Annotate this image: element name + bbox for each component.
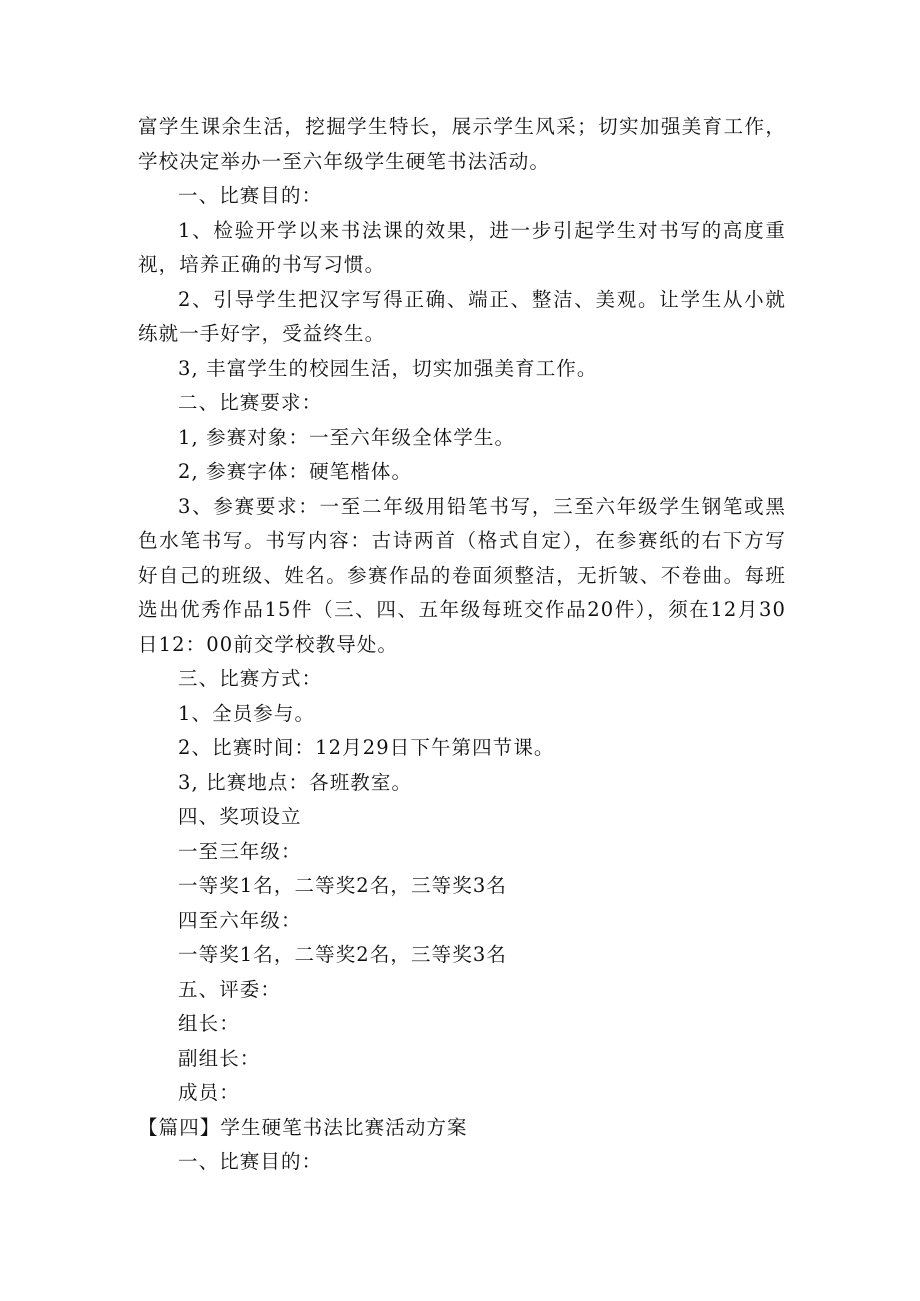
intro-paragraph: 富学生课余生活，挖掘学生特长，展示学生风采；切实加强美育工作，学校决定举办一至六年级学生硬笔书法活动。 (138, 115, 786, 173)
section-heading-purpose-2: 一、比赛目的： (178, 1150, 323, 1173)
awards-group-1-label: 一至三年级： (178, 839, 302, 863)
format-item-3: 3, 比赛地点：各班教室。 (178, 770, 413, 794)
awards-group-2-label: 四至六年级： (178, 908, 302, 932)
judges-leader: 组长： (178, 1012, 240, 1035)
requirement-item-1: 1, 参赛对象：一至六年级全体学生。 (178, 425, 516, 449)
purpose-item-3: 3, 丰富学生的校园生活，切实加强美育工作。 (178, 356, 598, 380)
section-heading-awards: 四、奖项设立 (178, 805, 302, 828)
format-item-2: 2、比赛时间：12月29日下午第四节课。 (178, 736, 555, 759)
purpose-item-1: 1、检验开学以来书法课的效果，进一步引起学生对书写的高度重视，培养正确的书写习惯。 (138, 218, 786, 276)
section-heading-purpose: 一、比赛目的： (178, 184, 323, 207)
requirement-item-3: 3、参赛要求：一至二年级用铅笔书写，三至六年级学生钢笔或黑色水笔书写。书写内容：古诗两首（格式自定），在参赛纸的右下方写好自己的班级、姓名。参赛作品的卷面须整洁，无折皱、不卷曲。每班选出优秀作品15件（三、四、五年级每班交作品20件），须在12月30日12：00前交学校教导处。 (138, 494, 786, 656)
requirement-item-2: 2, 参赛字体：硬笔楷体。 (178, 460, 413, 483)
judges-members: 成员： (178, 1081, 240, 1104)
awards-group-2-prizes: 一等奖1名，二等奖2名，三等奖3名 (178, 943, 507, 966)
purpose-item-2: 2、引导学生把汉字写得正确、端正、整洁、美观。让学生从小就练就一手好字，受益终生。 (138, 287, 786, 345)
awards-group-1-prizes: 一等奖1名，二等奖2名，三等奖3名 (178, 874, 507, 897)
article-heading-part-four: 【篇四】学生硬笔书法比赛活动方案 (138, 1115, 468, 1139)
section-heading-judges: 五、评委： (178, 977, 282, 1001)
section-heading-format: 三、比赛方式： (178, 667, 323, 690)
judges-deputy-leader: 副组长： (178, 1046, 261, 1070)
format-item-1: 1、全员参与。 (178, 701, 316, 725)
section-heading-requirements: 二、比赛要求： (178, 391, 323, 414)
document-body (138, 110, 786, 1180)
